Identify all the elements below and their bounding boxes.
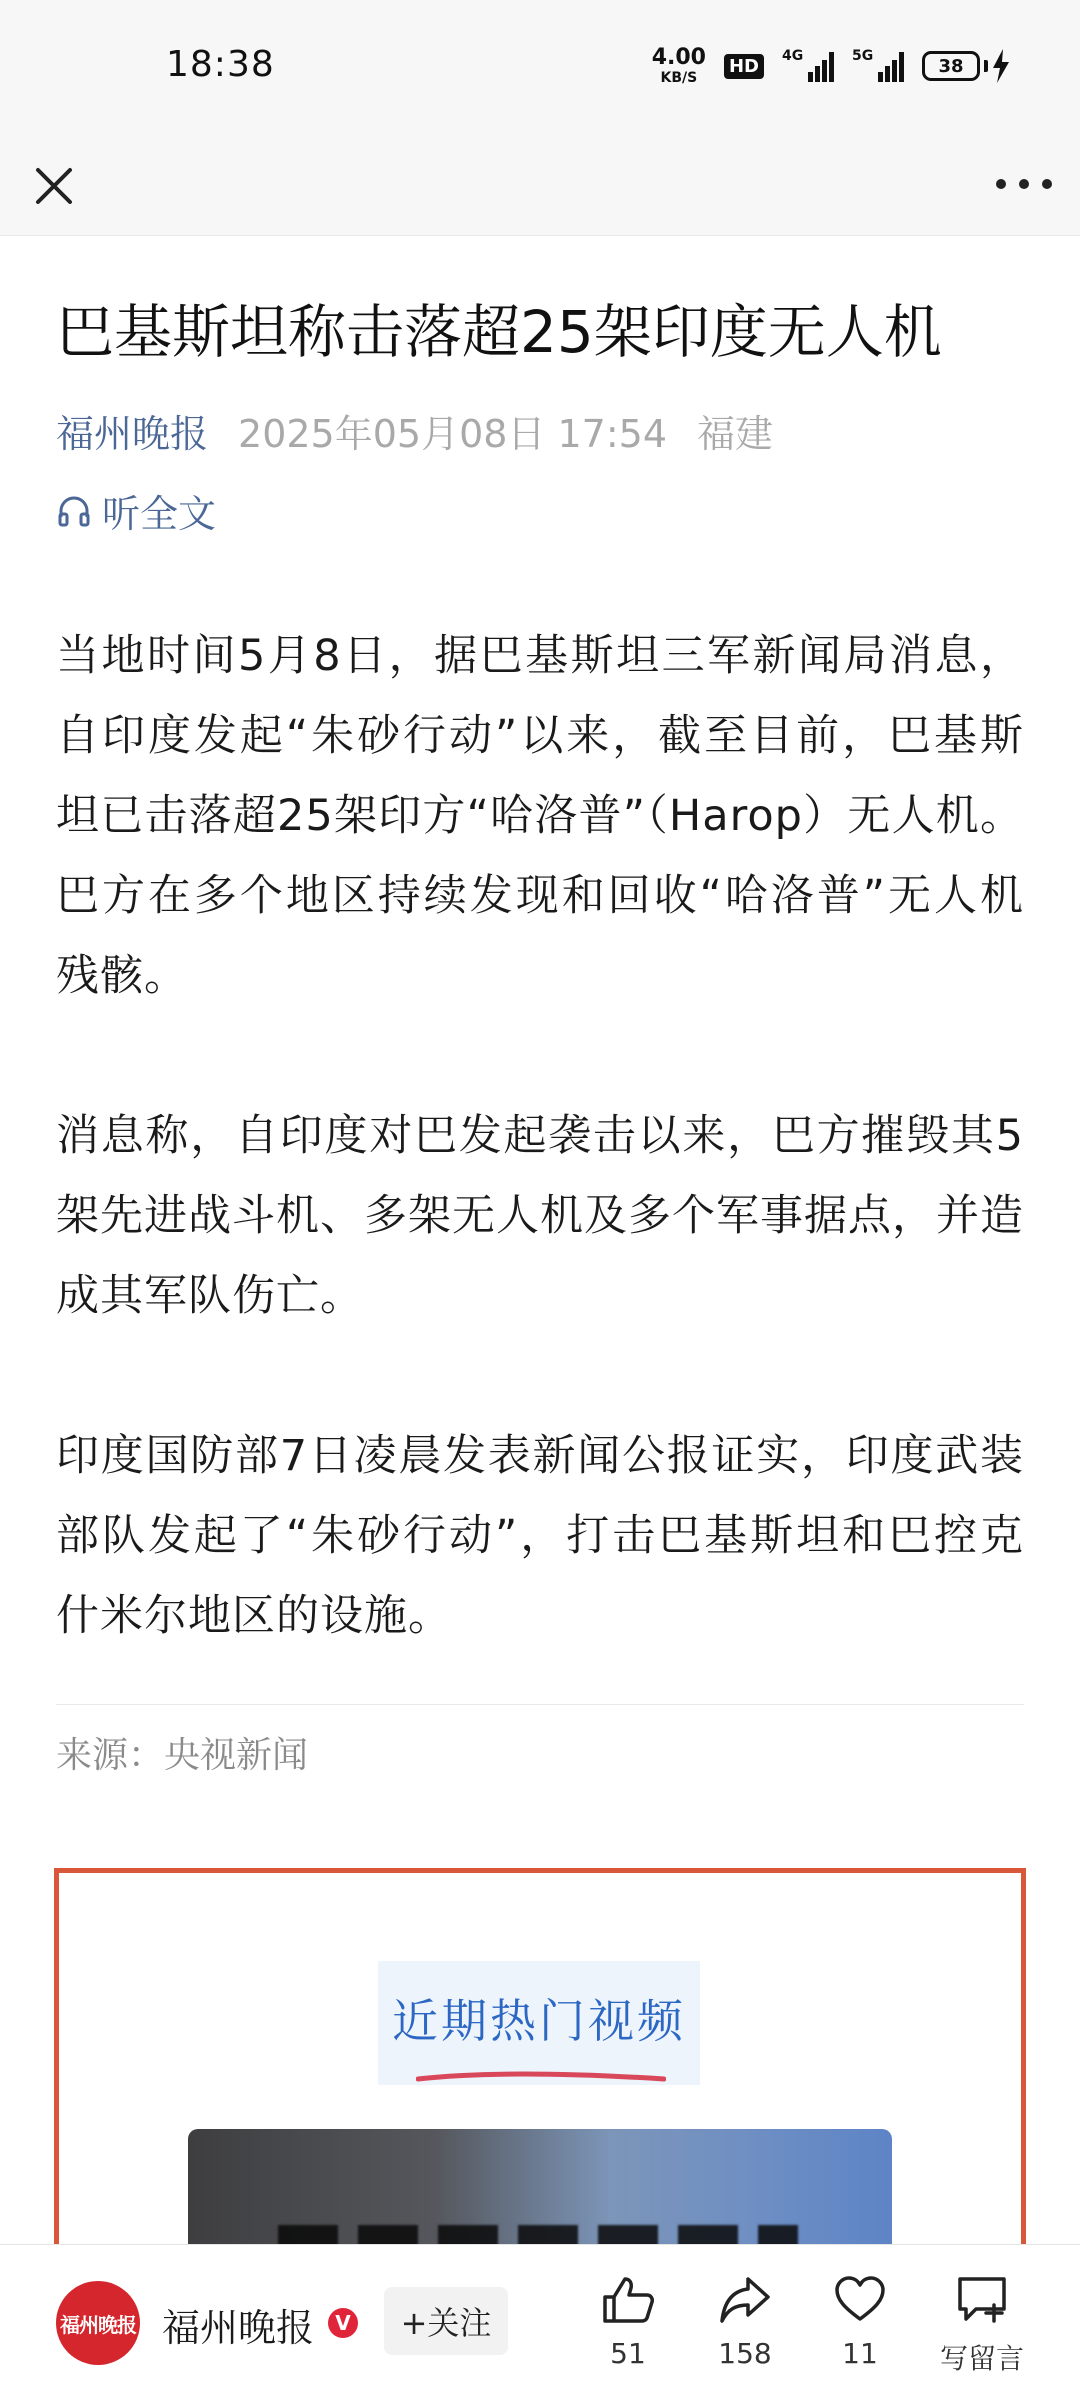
bottom-action-bar: [0, 2244, 1080, 2400]
verified-badge: V: [328, 2308, 358, 2338]
article: [56, 236, 1024, 1777]
network-speed: [652, 47, 706, 85]
battery-level: 38: [922, 51, 980, 81]
signal-4g-label: 4G: [782, 48, 804, 64]
more-icon[interactable]: [996, 164, 1052, 204]
signal-5g-icon: [852, 50, 904, 82]
hot-video-heading-text: 近期热门视频: [392, 1994, 686, 2048]
close-icon[interactable]: [30, 162, 78, 210]
status-bar: [0, 0, 1080, 132]
article-paragraph: 印度国防部7日凌晨发表新闻公报证实，印度武装部队发起了“朱砂行动”，打击巴基斯坦和巴控克什米尔地区的设施。: [56, 1430, 1024, 1641]
write-comment-button[interactable]: [926, 2275, 1038, 2377]
article-paragraph: 消息称，自印度对巴发起袭击以来，巴方摧毁其5架先进战斗机、多架无人机及多个军事据点，并造成其军队伤亡。: [56, 1110, 1024, 1321]
author-name[interactable]: 福州晚报: [162, 2306, 315, 2350]
listen-full-text-button[interactable]: [56, 486, 1024, 536]
status-time: 18:38: [166, 44, 275, 85]
hot-video-thumbnail[interactable]: [188, 2129, 892, 2248]
author-avatar[interactable]: 福州晚报: [56, 2281, 140, 2365]
underline-decoration: [416, 2069, 666, 2083]
favorite-button[interactable]: [810, 2275, 910, 2370]
write-comment-label: 写留言: [939, 2342, 1024, 2375]
share-count: 158: [718, 2337, 772, 2370]
hot-video-heading: [378, 1961, 700, 2085]
article-source-credit: 来源：央视新闻: [56, 1734, 309, 1776]
signal-4g-icon: [782, 50, 834, 82]
listen-label: 听全文: [102, 492, 217, 537]
article-paragraph: 当地时间5月8日，据巴基斯坦三军新闻局消息，自印度发起“朱砂行动”以来，截至目前，巴基斯坦已击落超25架印方“哈洛普”（Harop）无人机。巴方在多个地区持续发现和回收“哈洛普”无人机残骸。: [56, 630, 1024, 1001]
hd-icon: HD: [724, 54, 764, 79]
divider: [56, 1704, 1024, 1705]
article-meta: [56, 406, 1024, 456]
like-button[interactable]: [578, 2275, 678, 2370]
article-body: [56, 616, 1024, 1777]
article-title: 巴基斯坦称击落超25架印度无人机: [56, 298, 942, 366]
battery-icon: [922, 49, 1010, 83]
article-location: 福建: [697, 412, 774, 457]
network-speed-unit: KB/S: [660, 70, 698, 86]
thumbs-up-icon: [601, 2275, 655, 2325]
article-date: 2025年05月08日 17:54: [238, 412, 668, 457]
comment-add-icon: [954, 2275, 1010, 2325]
heart-icon: [833, 2275, 887, 2325]
top-nav: [0, 132, 1080, 236]
share-button[interactable]: [695, 2275, 795, 2370]
network-speed-value: 4.00: [651, 45, 706, 70]
hot-video-card: [54, 1868, 1026, 2248]
status-icons: [652, 44, 1010, 88]
charging-icon: [992, 49, 1010, 83]
share-icon: [718, 2275, 772, 2325]
follow-button[interactable]: +关注: [384, 2287, 508, 2355]
signal-5g-label: 5G: [852, 48, 874, 64]
like-count: 51: [610, 2337, 646, 2370]
favorite-count: 11: [842, 2337, 878, 2370]
headphones-icon: [56, 493, 92, 529]
article-source-link[interactable]: 福州晚报: [56, 412, 209, 457]
